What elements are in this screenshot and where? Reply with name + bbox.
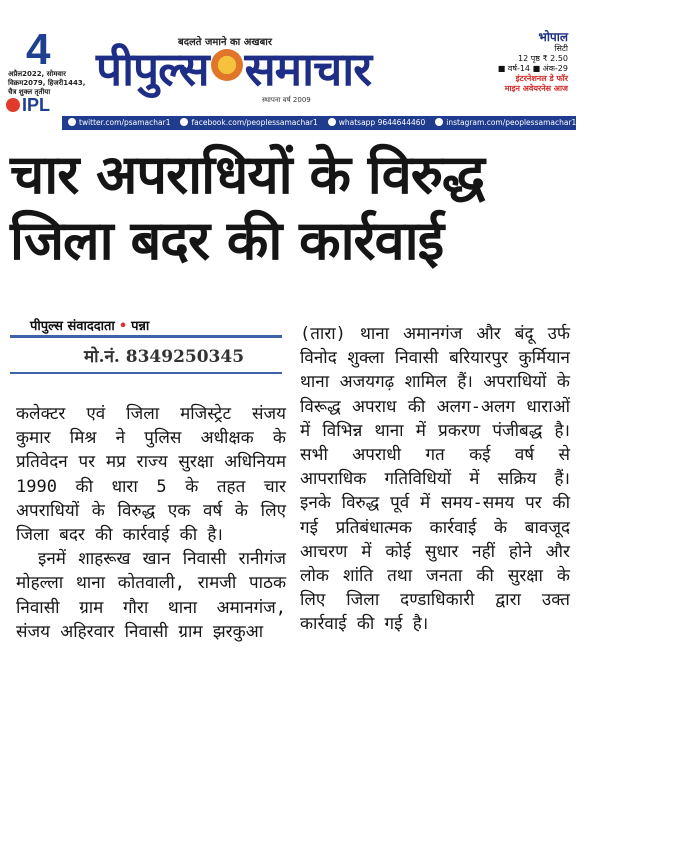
newspaper-logo	[96, 40, 488, 98]
byline-separator: •	[118, 319, 128, 334]
twitter-icon	[68, 118, 76, 126]
date-block	[8, 25, 96, 97]
edition-note: माइन अवेयरनेस आज	[504, 84, 568, 93]
date-line: विक्रम2079, हिजरी1443,	[8, 79, 86, 87]
whatsapp-icon	[328, 118, 336, 126]
date-number: 4	[26, 25, 51, 74]
article-column-1	[16, 402, 286, 644]
edition-note: इंटरनेशनल डे फॉर	[515, 74, 568, 83]
social-link-website[interactable]: www.peoplessamachar.in	[586, 116, 692, 130]
social-links-bar	[62, 116, 692, 130]
date-line: चैत्र शुक्ल तृतीया	[8, 88, 51, 96]
sun-emblem-icon	[211, 49, 243, 81]
byline-reporter: पीपुल्स संवाददाता	[30, 319, 115, 334]
byline-place: पन्ना	[131, 319, 150, 334]
tagline: बदलते जमाने का अखबार	[178, 37, 272, 48]
article-column-2	[300, 322, 570, 637]
established-year: स्थापना वर्ष 2009	[262, 96, 311, 104]
instagram-icon	[435, 118, 443, 126]
headline	[10, 142, 570, 274]
byline	[10, 318, 282, 338]
headline-line: जिला बदर की कार्रवाई	[10, 209, 444, 272]
social-link-whatsapp[interactable]: whatsapp 9644644460	[328, 116, 426, 130]
headline-line: चार अपराधियों के विरुद्ध	[10, 143, 485, 206]
edition-pages: 12 पृष्ठ ₹ 2.50	[518, 54, 568, 63]
cricket-ball-icon	[6, 98, 20, 112]
reporter-mobile: मो.नं. 8349250345	[10, 344, 282, 374]
article-paragraph: (तारा) थाना अमानगंज और बंदू उर्फ विनोद शुक्ला निवासी बरियारपुर कुर्मियान थाना अजयगढ़ शामिल हैं। अपराधियों के विरूद्ध अपराध की अलग-अलग धाराओं में विभिन्न थाना में प्रकरण पंजीबद्ध है। सभी अपराधी गत कई वर्ष से आपराधिक गतिविधियों में सक्रिय हैं। इनके विरुद्ध पूर्व में समय-समय पर की गई प्रतिबंधात्मक कार्रवाई के बावजूद आचरण में कोई सुधार नहीं होने और लोक शांति तथा जनता की सुरक्षा के लिए जिला दण्डाधिकारी द्वारा उक्त कार्रवाई की गई है।	[300, 324, 570, 635]
article-paragraph: कलेक्टर एवं जिला मजिस्ट्रेट संजय कुमार मिश्र ने पुलिस अधीक्षक के प्रतिवेदन पर मप्र राज्य सुरक्षा अधिनियम 1990 की धारा 5 के तहत चार अपराधियों के विरुद्ध एक वर्ष के लिए जिला बदर की कार्रवाई की है।	[16, 404, 286, 546]
edition-year: ■ वर्ष-14 ■ अंक-29	[497, 64, 568, 73]
edition-info	[490, 30, 568, 94]
globe-icon	[586, 118, 594, 126]
article-paragraph: इनमें शाहरूख खान निवासी रानीगंज मोहल्ला थाना कोतवाली, रामजी पाठक निवासी ग्राम गौरा थाना अमानगंज, संजय अहिरवार निवासी ग्राम झरकुआ	[16, 549, 286, 642]
ipl-logo: IPL	[6, 96, 50, 114]
edition-city: भोपाल	[538, 30, 568, 44]
facebook-icon	[180, 118, 188, 126]
date-line: अप्रैल2022, सोमवार	[8, 70, 66, 78]
brand-left: पीपुल्स	[96, 42, 209, 96]
social-link-twitter[interactable]: twitter.com/psamachar1	[68, 116, 170, 130]
social-link-instagram[interactable]: instagram.com/peoplessamachar1	[435, 116, 576, 130]
brand-right: समाचार	[244, 42, 372, 96]
social-link-facebook[interactable]: facebook.com/peoplessamachar1	[180, 116, 317, 130]
edition-type: सिटी	[554, 44, 568, 53]
masthead	[0, 0, 692, 127]
